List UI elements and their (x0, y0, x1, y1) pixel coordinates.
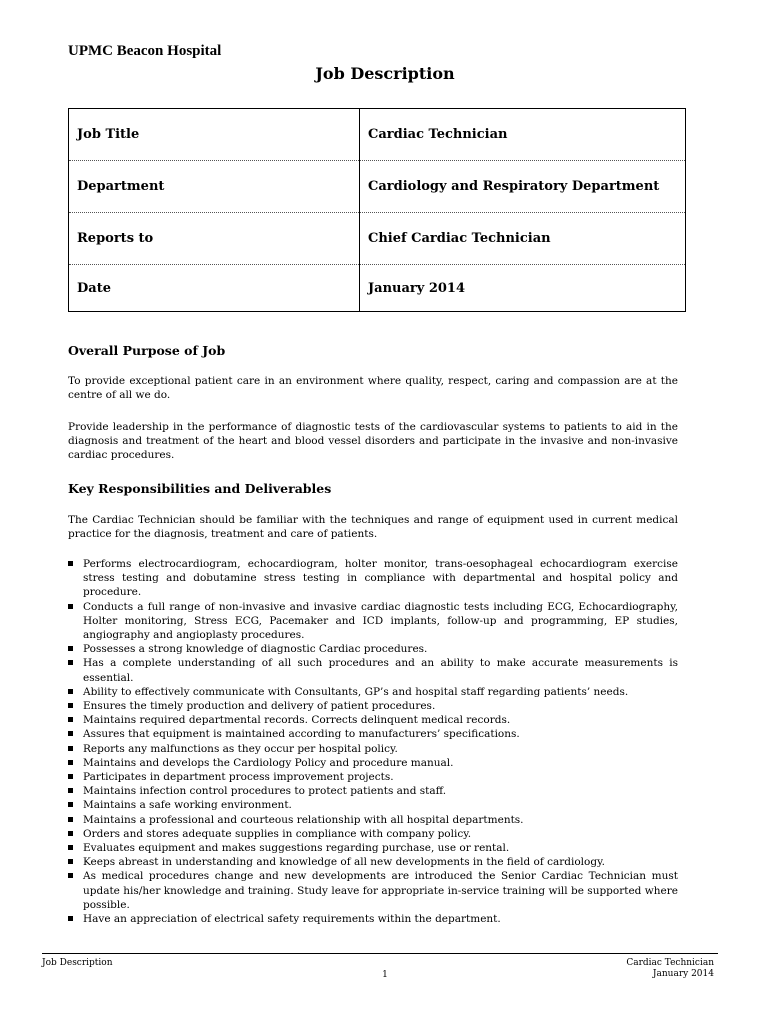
reports-to-label: Reports to (69, 213, 360, 265)
list-item: Participates in department process improvement projects. (68, 770, 678, 784)
responsibilities-list (68, 557, 678, 926)
list-item: Performs electrocardiogram, echocardiogram, holter monitor, trans-oesophageal echocardiogram exercise stress testing and dobutamine stress testing in compliance with departmental and hospital policy and procedure. (68, 557, 678, 600)
list-item: Maintains and develops the Cardiology Policy and procedure manual. (68, 756, 678, 770)
document-title: Job Description (315, 64, 455, 83)
footer-right-line-2: January 2014 (652, 969, 714, 979)
bullet-icon (68, 646, 73, 651)
date-value: January 2014 (368, 280, 466, 296)
list-item: Has a complete understanding of all such procedures and an ability to make accurate measurements is essential. (68, 656, 678, 684)
purpose-paragraph-1: To provide exceptional patient care in an environment where quality, respect, caring and compassion are at the centre of all we do. (68, 375, 678, 401)
list-item: Maintains a professional and courteous relationship with all hospital departments. (68, 813, 678, 827)
page-number: 1 (382, 970, 388, 980)
footer-right-text (626, 958, 714, 980)
bullet-icon (68, 859, 73, 864)
bullet-icon (68, 831, 73, 836)
bullet-icon (68, 774, 73, 779)
bullet-icon (68, 802, 73, 807)
bullet-icon (68, 817, 73, 822)
job-title-value: Cardiac Technician (360, 109, 686, 161)
reports-to-value: Chief Cardiac Technician (360, 213, 686, 265)
list-item: Maintains infection control procedures to protect patients and staff. (68, 784, 678, 798)
bullet-icon (68, 717, 73, 722)
footer-divider (42, 953, 718, 954)
bullet-icon (68, 689, 73, 694)
purpose-heading: Overall Purpose of Job (68, 343, 226, 358)
bullet-icon (68, 703, 73, 708)
bullet-icon (68, 916, 73, 921)
list-item: Orders and stores adequate supplies in compliance with company policy. (68, 827, 678, 841)
job-title-label: Job Title (69, 109, 360, 161)
bullet-icon (68, 873, 73, 878)
bullet-icon (68, 561, 73, 566)
purpose-paragraph-2: Provide leadership in the performance of diagnostic tests of the cardiovascular systems to patients to aid in the diagnosis and treatment of the heart and blood vessel disorders and participate in the invasive and non-invasive cardiac procedures. (68, 421, 678, 461)
table-row (69, 109, 686, 161)
table-row (69, 265, 686, 312)
list-item: Evaluates equipment and makes suggestions regarding purchase, use or rental. (68, 841, 678, 855)
bullet-icon (68, 604, 73, 609)
bullet-icon (68, 746, 73, 751)
list-item: Maintains a safe working environment. (68, 798, 678, 812)
bullet-icon (68, 731, 73, 736)
bullet-icon (68, 788, 73, 793)
table-row (69, 161, 686, 213)
date-label: Date (69, 265, 360, 312)
footer-right-line-1: Cardiac Technician (626, 958, 714, 968)
list-item: Maintains required departmental records. Corrects delinquent medical records. (68, 713, 678, 727)
list-item: Ability to effectively communicate with Consultants, GP’s and hospital staff regarding patients’ needs. (68, 685, 678, 699)
footer-left-text: Job Description (42, 958, 113, 968)
list-item: Have an appreciation of electrical safety requirements within the department. (68, 912, 678, 926)
department-label: Department (69, 161, 360, 213)
responsibilities-heading: Key Responsibilities and Deliverables (68, 481, 332, 496)
list-item: Reports any malfunctions as they occur per hospital policy. (68, 742, 678, 756)
responsibilities-intro: The Cardiac Technician should be familiar with the techniques and range of equipment used in current medical practice for the diagnosis, treatment and care of patients. (68, 514, 678, 540)
list-item: Assures that equipment is maintained according to manufacturers’ specifications. (68, 727, 678, 741)
list-item: Keeps abreast in understanding and knowledge of all new developments in the field of cardiology. (68, 855, 678, 869)
department-value: Cardiology and Respiratory Department (360, 161, 686, 213)
bullet-icon (68, 760, 73, 765)
bullet-icon (68, 845, 73, 850)
bullet-icon (68, 660, 73, 665)
list-item: As medical procedures change and new developments are introduced the Senior Cardiac Technician must update his/her knowledge and training. Study leave for appropriate in-service training will be supported where possible. (68, 869, 678, 912)
list-item: Conducts a full range of non-invasive and invasive cardiac diagnostic tests including ECG, Echocardiography, Holter monitoring, Stress ECG, Pacemaker and ICD implants, follow-up and programming, EP studies, angiography and angioplasty procedures. (68, 600, 678, 643)
list-item: Ensures the timely production and delivery of patient procedures. (68, 699, 678, 713)
table-row (69, 213, 686, 265)
hospital-name: UPMC Beacon Hospital (68, 43, 222, 59)
list-item: Possesses a strong knowledge of diagnostic Cardiac procedures. (68, 642, 678, 656)
job-info-table (68, 108, 686, 312)
